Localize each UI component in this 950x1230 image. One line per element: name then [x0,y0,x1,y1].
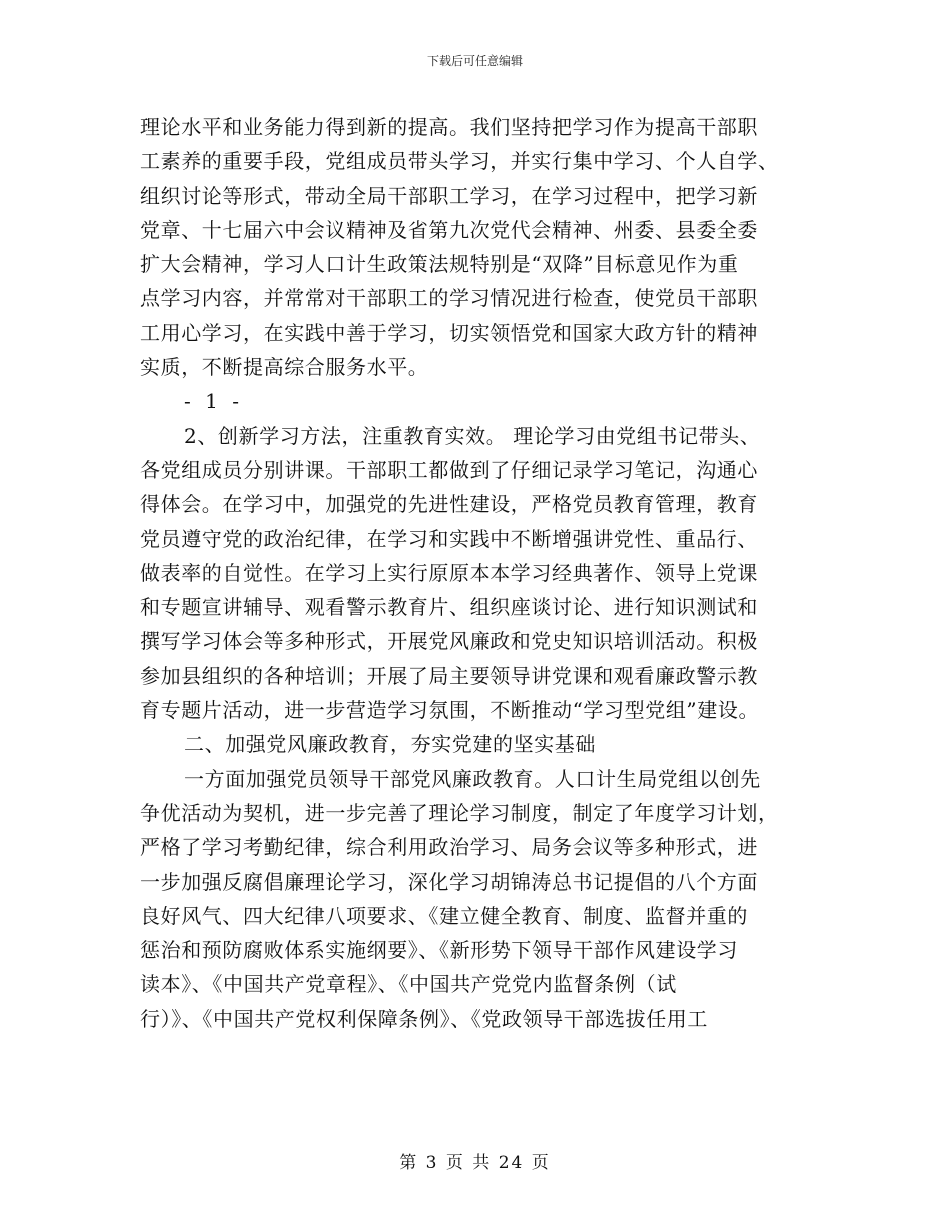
text-line: 争优活动为契机，进一步完善了理论学习制度，制定了年度学习计划， [140,800,779,825]
page-header: 下载后可任意编辑 [426,54,523,68]
text-line: 行）》、《中国共产党权利保障条例》、《党政领导干部选拔任用工 [140,1006,708,1031]
text-line: 组织讨论等形式，带动全局干部职工学习，在学习过程中，把学习新 [140,183,758,208]
text-line: 党员遵守党的政治纪律，在学习和实践中不断增强讲党性、重品行、 [140,526,758,551]
paragraph-start: 2、创新学习方法，注重教育实效。 理论学习由党组书记带头、 [184,423,761,448]
page-footer: 第 3 页 共 24 页 [399,1153,551,1173]
text-line: 理论水平和业务能力得到新的提高。我们坚持把学习作为提高干部职 [140,115,758,139]
text-line: 做表率的自觉性。在学习上实行原原本本学习经典著作、领导上党课 [140,560,758,585]
text-line: 撰写学习体会等多种形式，开展党风廉政和党史知识培训活动。积极 [140,629,758,654]
text-line: 点学习内容，并常常对干部职工的学习情况进行检查，使党员干部职 [140,286,758,311]
text-line: 各党组成员分别讲课。干部职工都做到了仔细记录学习笔记，沟通心 [140,457,758,482]
text-line: 工用心学习，在实践中善于学习，切实领悟党和国家大政方针的精神 [140,320,758,345]
document-body [140,110,820,1036]
text-line: 良好风气、四大纪律八项要求、《建立健全教育、制度、监督并重的 [140,903,748,928]
section-heading: 二、加强党风廉政教育，夯实党建的坚实基础 [184,732,596,757]
paragraph-start: 一方面加强党员领导干部党风廉政教育。人口计生局党组以创先 [184,766,761,791]
text-line: 参加县组织的各种培训；开展了局主要领导讲党课和观看廉政警示教 [140,663,758,688]
text-line: 和专题宣讲辅导、观看警示教育片、组织座谈讨论、进行知识测试和 [140,595,758,620]
text-line: 一步加强反腐倡廉理论学习，深化学习胡锦涛总书记提倡的八个方面 [140,869,758,894]
text-line: 严格了学习考勤纪律，综合利用政治学习、局务会议等多种形式，进 [140,835,758,860]
inline-page-number: - 1 - [184,389,243,414]
text-line: 党章、十七届六中会议精神及省第九次党代会精神、州委、县委全委 [140,217,758,242]
text-line: 扩大会精神，学习人口计生政策法规特别是“双降”目标意见作为重 [140,252,739,277]
text-line: 实质，不断提高综合服务水平。 [140,355,429,380]
text-line: 得体会。在学习中，加强党的先进性建设，严格党员教育管理，教育 [140,492,758,517]
text-line: 读本》、《中国共产党章程》、《中国共产党党内监督条例（试 [140,972,677,997]
text-line: 育专题片活动，进一步营造学习氛围，不断推动“学习型党组”建设。 [140,698,760,723]
text-line: 工素养的重要手段，党组成员带头学习，并实行集中学习、个人自学、 [140,149,779,174]
text-line: 惩治和预防腐败体系实施纲要》、《新形势下领导干部作风建设学习 [140,938,738,963]
